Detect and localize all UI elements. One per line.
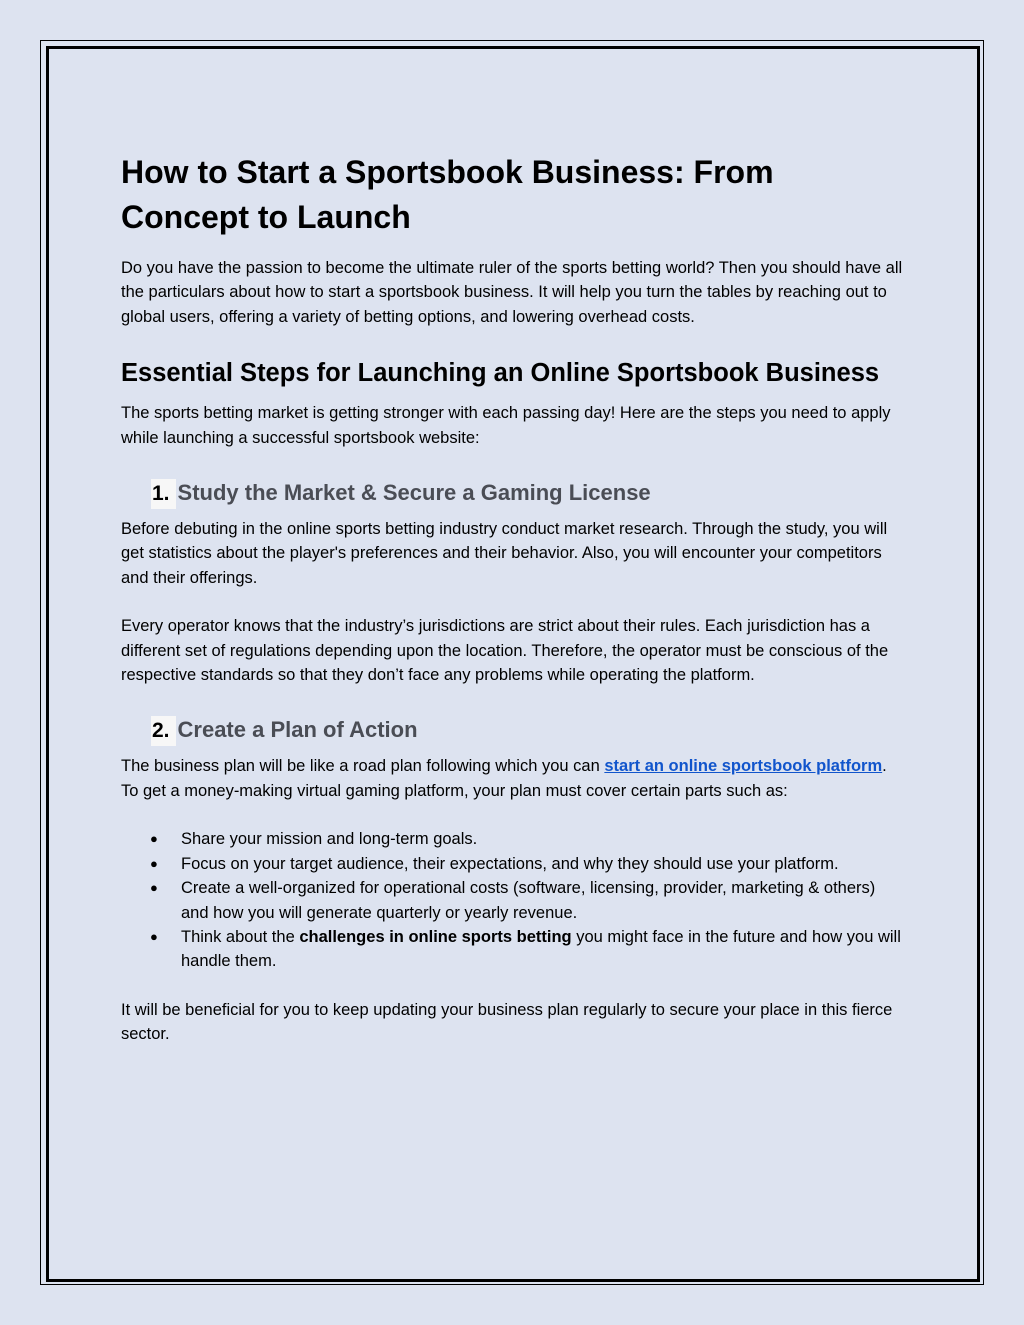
step1-paragraph-1: Before debuting in the online sports betting industry conduct market research. Through the study, you will get statistics about the player's preferences and their behavior. Also, you will encounter your competitors and their offerings. — [121, 520, 888, 587]
list-item-text — [181, 928, 901, 970]
step2-lead-text-after: . To get a money-making virtual gaming platform, your plan must cover certain parts such as: — [121, 757, 887, 800]
list-item-text: Focus on your target audience, their expectations, and why they should use your platform. — [181, 854, 839, 873]
list-item — [121, 925, 906, 974]
section-heading: Essential Steps for Launching an Online Sportsbook Business — [121, 359, 880, 388]
bold-phrase: challenges in online sports betting — [299, 927, 572, 946]
step-title: Create a Plan of Action — [177, 717, 418, 743]
list-item-text: Share your mission and long-term goals. — [181, 830, 478, 849]
list-item — [121, 876, 906, 925]
plan-bullet-list — [121, 827, 906, 973]
bullet-text-after: you might face in the future and how you will handle them. — [181, 927, 901, 971]
document-title: How to Start a Sportsbook Business: From Concept to Launch — [121, 154, 774, 235]
step-number: 2. — [151, 716, 176, 746]
step-heading-2 — [151, 715, 906, 746]
list-item — [121, 852, 906, 876]
document-body — [121, 150, 906, 1047]
step-heading-1 — [151, 478, 906, 509]
step2-lead-text: The business plan will be like a road plan following which you can — [121, 757, 605, 776]
list-item — [121, 827, 906, 851]
bullet-icon: ● — [150, 928, 158, 944]
bullet-icon: ● — [150, 831, 158, 847]
list-item-text: Create a well-organized for operational costs (software, licensing, provider, marketing & others) and how you will generate quarterly or yearly revenue. — [181, 879, 876, 922]
sportsbook-platform-link[interactable]: start an online sportsbook platform — [604, 757, 883, 776]
section-intro: The sports betting market is getting stronger with each passing day! Here are the steps you need to apply while launching a successful sportsbook website: — [121, 404, 891, 447]
bullet-icon: ● — [150, 880, 158, 896]
step2-paragraph — [121, 754, 906, 803]
bullet-icon: ● — [150, 855, 158, 871]
step1-paragraph-2: Every operator knows that the industry’s jurisdictions are strict about their rules. Each jurisdiction has a different set of regulations depending upon the location. Therefore, the operator must be conscious of the respective standards so that they don’t face any problems while operating the platform. — [121, 617, 889, 685]
step-number: 1. — [151, 479, 176, 509]
step-title: Study the Market & Secure a Gaming License — [177, 480, 651, 506]
bullet-text-before: Think about the — [181, 927, 300, 946]
intro-paragraph: Do you have the passion to become the ultimate ruler of the sports betting world? Then you should have all the particulars about how to start a sportsbook business. It will help you turn the tables by reaching out to global users, offering a variety of betting options, and lowering overhead costs. — [121, 259, 903, 326]
closing-paragraph: It will be beneficial for you to keep updating your business plan regularly to secure your place in this fierce sector. — [121, 1000, 893, 1044]
